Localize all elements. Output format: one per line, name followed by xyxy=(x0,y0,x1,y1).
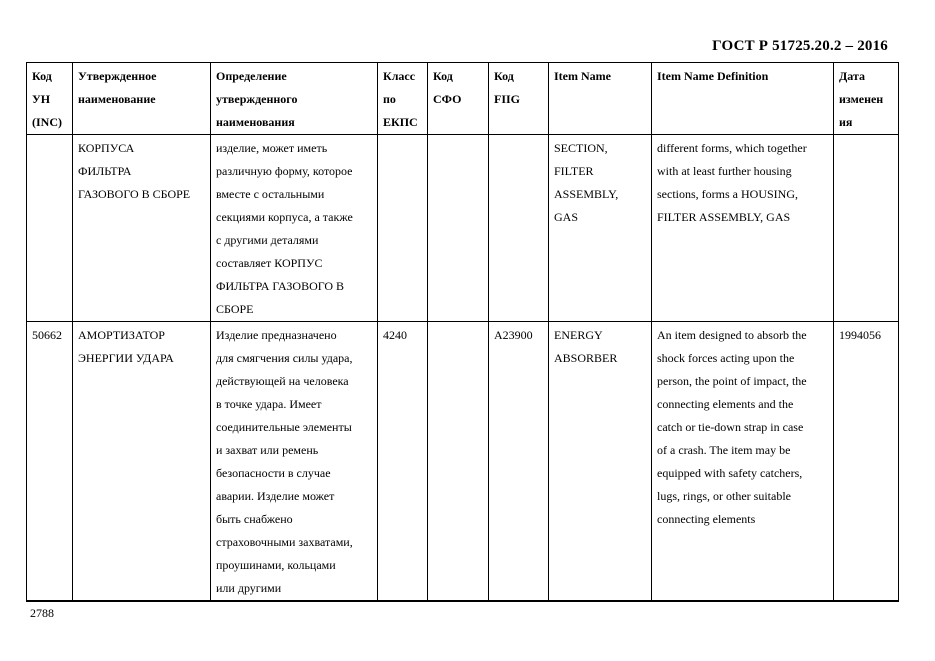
cell-ekps-class xyxy=(378,135,428,322)
cell-item-name-definition xyxy=(652,322,834,602)
cell-text-line: person, the point of impact, the xyxy=(657,374,807,388)
cell-sfo-code xyxy=(428,135,489,322)
cell-text-line: of a crash. The item may be xyxy=(657,443,791,457)
header-fiig-code xyxy=(489,63,549,135)
cell-ekps-class xyxy=(378,322,428,602)
header-text-line: наименование xyxy=(78,92,156,106)
cell-item-name xyxy=(549,135,652,322)
cell-text-line: действующей на человека xyxy=(216,374,349,388)
cell-approved-name xyxy=(73,322,211,602)
header-text-line: УН xyxy=(32,92,51,106)
cell-text-line: страховочными захватами, xyxy=(216,535,353,549)
cell-fiig-code xyxy=(489,135,549,322)
cell-text-line: 1994056 xyxy=(839,328,881,342)
cell-text-line: different forms, which together xyxy=(657,141,807,155)
header-ekps-class xyxy=(378,63,428,135)
header-text-line: Определение xyxy=(216,69,287,83)
cell-text-line: ENERGY xyxy=(554,328,603,342)
header-text-line: СФО xyxy=(433,92,462,106)
table-header-row xyxy=(27,63,899,135)
cell-text-line: ABSORBER xyxy=(554,351,618,365)
cell-text-line: GAS xyxy=(554,210,579,224)
cell-sfo-code xyxy=(428,322,489,602)
cell-text-line: КОРПУСА xyxy=(78,141,135,155)
cell-inc-code xyxy=(27,322,73,602)
header-text-line: Утвержденное xyxy=(78,69,157,83)
data-table xyxy=(26,62,899,602)
cell-text-line: проушинами, кольцами xyxy=(216,558,336,572)
cell-text-line: быть снабжено xyxy=(216,512,293,526)
cell-text-line: Изделие предназначено xyxy=(216,328,337,342)
cell-text-line: СБОРЕ xyxy=(216,302,254,316)
cell-text-line: 50662 xyxy=(32,328,62,342)
header-inc-code xyxy=(27,63,73,135)
header-item-name xyxy=(549,63,652,135)
header-text-line: Код xyxy=(32,69,52,83)
cell-text-line: ASSEMBLY, xyxy=(554,187,619,201)
document-title: ГОСТ Р 51725.20.2 – 2016 xyxy=(712,38,888,54)
cell-text-line: lugs, rings, or other suitable xyxy=(657,489,791,503)
cell-text-line: shock forces acting upon the xyxy=(657,351,795,365)
cell-definition xyxy=(211,135,378,322)
cell-text-line: sections, forms a HOUSING, xyxy=(657,187,798,201)
cell-text-line: SECTION, xyxy=(554,141,608,155)
cell-text-line: 4240 xyxy=(383,328,407,342)
cell-text-line: АМОРТИЗАТОР xyxy=(78,328,165,342)
cell-definition xyxy=(211,322,378,602)
cell-fiig-code xyxy=(489,322,549,602)
cell-text-line: для смягчения силы удара, xyxy=(216,351,353,365)
cell-inc-code xyxy=(27,135,73,322)
cell-text-line: с другими деталями xyxy=(216,233,319,247)
header-text-line: наименования xyxy=(216,115,295,129)
header-text-line: по xyxy=(383,92,396,106)
header-text-line: Item Name Definition xyxy=(657,69,769,83)
table-row xyxy=(27,135,899,322)
header-text-line: Item Name xyxy=(554,69,611,83)
header-text-line: изменен xyxy=(839,92,884,106)
cell-text-line: соединительные элементы xyxy=(216,420,352,434)
table-row xyxy=(27,322,899,602)
cell-text-line: connecting elements xyxy=(657,512,756,526)
header-text-line: Класс xyxy=(383,69,416,83)
header-text-line: утвержденного xyxy=(216,92,298,106)
header-text-line: Код xyxy=(494,69,514,83)
header-item-name-definition xyxy=(652,63,834,135)
cell-text-line: ГАЗОВОГО В СБОРЕ xyxy=(78,187,191,201)
cell-text-line: ЭНЕРГИИ УДАРА xyxy=(78,351,174,365)
cell-text-line: connecting elements and the xyxy=(657,397,794,411)
header-text-line: Дата xyxy=(839,69,865,83)
cell-text-line: An item designed to absorb the xyxy=(657,328,807,342)
header-text-line: ия xyxy=(839,115,853,129)
page-number: 2788 xyxy=(30,606,54,620)
header-approved-name xyxy=(73,63,211,135)
cell-change-date xyxy=(834,135,899,322)
cell-text-line: equipped with safety catchers, xyxy=(657,466,803,480)
cell-text-line: и захват или ремень xyxy=(216,443,319,457)
cell-item-name xyxy=(549,322,652,602)
cell-text-line: вместе с остальными xyxy=(216,187,325,201)
cell-text-line: FILTER xyxy=(554,164,594,178)
header-text-line: Код xyxy=(433,69,453,83)
cell-approved-name xyxy=(73,135,211,322)
header-sfo-code xyxy=(428,63,489,135)
cell-text-line: ФИЛЬТРА ГАЗОВОГО В xyxy=(216,279,345,293)
cell-text-line: безопасности в случае xyxy=(216,466,331,480)
cell-item-name-definition xyxy=(652,135,834,322)
cell-text-line: различную форму, которое xyxy=(216,164,353,178)
cell-text-line: FILTER ASSEMBLY, GAS xyxy=(657,210,791,224)
cell-text-line: секциями корпуса, а также xyxy=(216,210,353,224)
cell-text-line: with at least further housing xyxy=(657,164,792,178)
cell-text-line: изделие, может иметь xyxy=(216,141,328,155)
cell-text-line: аварии. Изделие может xyxy=(216,489,335,503)
cell-text-line: A23900 xyxy=(494,328,533,342)
header-definition xyxy=(211,63,378,135)
cell-text-line: в точке удара. Имеет xyxy=(216,397,322,411)
cell-text-line: или другими xyxy=(216,581,282,595)
header-text-line: ЕКПС xyxy=(383,115,418,129)
header-text-line: FIIG xyxy=(494,92,521,106)
cell-text-line: ФИЛЬТРА xyxy=(78,164,132,178)
cell-text-line: catch or tie-down strap in case xyxy=(657,420,804,434)
cell-text-line: составляет КОРПУС xyxy=(216,256,323,270)
header-text-line: (INC) xyxy=(32,115,62,129)
header-change-date xyxy=(834,63,899,135)
cell-change-date xyxy=(834,322,899,602)
